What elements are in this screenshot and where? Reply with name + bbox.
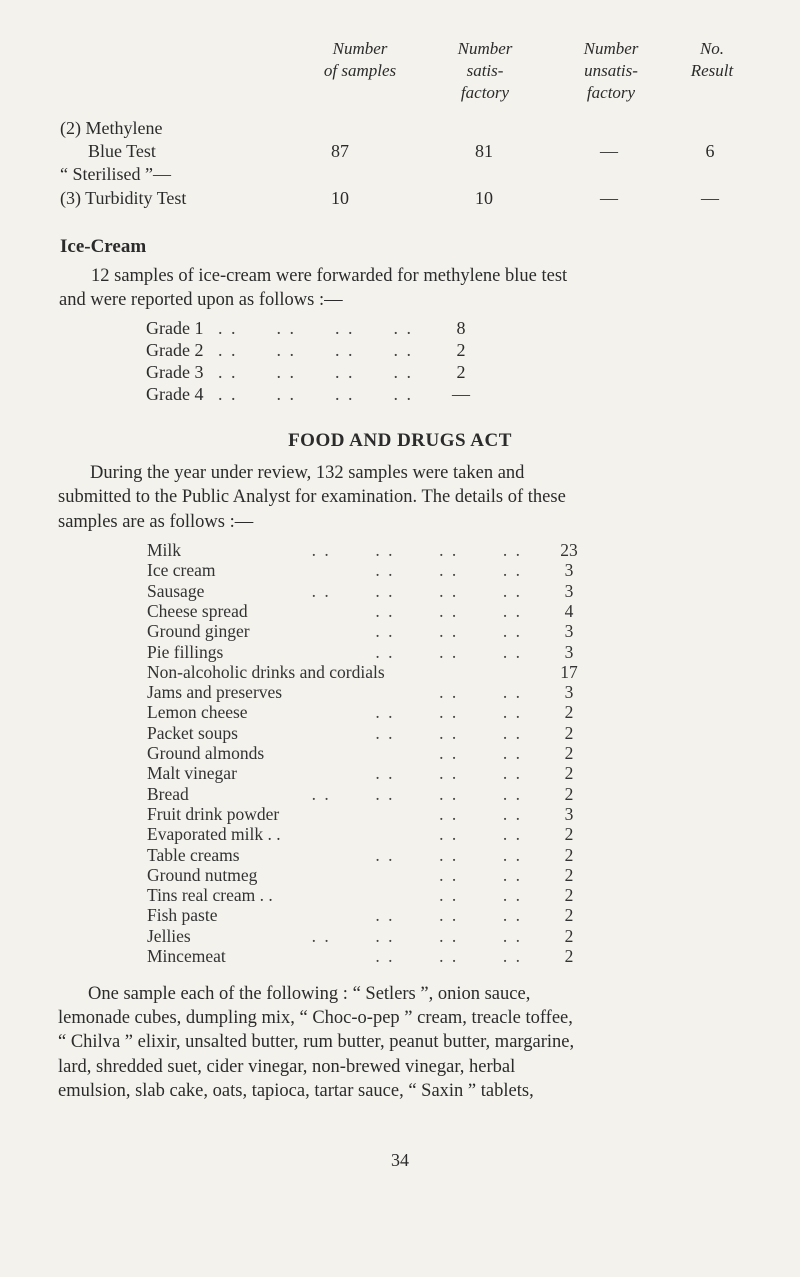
closing-line-5: emulsion, slab cake, oats, tapioca, tartar sauce, “ Saxin ” tablets, <box>58 1081 534 1101</box>
leader-dots: . . . . . . <box>375 600 522 621</box>
row-methylene-label-b: Blue Test <box>88 141 156 161</box>
leader-dots: . . . . . . <box>375 763 522 784</box>
leader-dots: . . . . . . . . <box>311 540 522 560</box>
food-sample-row <box>147 946 587 966</box>
header-line: factory <box>460 83 510 102</box>
food-sample-count: 3 <box>564 803 574 824</box>
food-act-para-line3: samples are as follows :— <box>58 512 254 532</box>
food-sample-label: Non-alcoholic drinks and cordials <box>147 661 385 682</box>
food-sample-label: Sausage <box>147 580 205 601</box>
grade-row <box>146 318 476 339</box>
turbidity-samples: 10 <box>331 188 349 208</box>
food-sample-row <box>147 560 587 580</box>
header-line: No. <box>699 39 725 58</box>
col-header-satisfactory <box>430 38 540 104</box>
grade-value: 2 <box>456 340 466 360</box>
header-line: Number <box>457 39 513 58</box>
leader-dots: . . . . <box>439 885 522 906</box>
header-line: unsatis- <box>584 61 638 80</box>
header-line: Number <box>332 39 388 58</box>
food-sample-label: Mincemeat <box>147 946 226 966</box>
header-line: satis- <box>466 61 504 80</box>
sterilised-label: “ Sterilised ”— <box>60 164 171 184</box>
leader-dots: . . . . . . <box>375 946 522 966</box>
food-sample-label: Tins real cream . . <box>147 885 273 906</box>
ice-cream-para-line1: 12 samples of ice-cream were forwarded for methylene blue test <box>91 266 568 286</box>
leader-dots: . . . . . . <box>375 722 522 743</box>
food-sample-count: 2 <box>564 763 574 784</box>
food-sample-label: Ground ginger <box>147 621 250 642</box>
food-sample-count: 2 <box>564 905 574 926</box>
food-sample-label: Lemon cheese <box>147 702 248 723</box>
header-line: of samples <box>323 61 397 80</box>
food-sample-row <box>147 642 587 662</box>
food-sample-label: Ice cream <box>147 560 216 581</box>
grade-value: — <box>452 384 470 404</box>
food-sample-count: 2 <box>564 925 574 946</box>
header-line: factory <box>586 83 636 102</box>
food-sample-label: Malt vinegar <box>147 763 237 784</box>
grade-label: Grade 1 <box>146 318 204 338</box>
food-sample-count: 3 <box>564 580 574 601</box>
row-methylene-label-a: (2) Methylene <box>60 118 163 138</box>
turbidity-no-result: — <box>701 188 719 208</box>
food-sample-count: 4 <box>564 600 574 621</box>
header-line: Result <box>690 61 734 80</box>
leader-dots: . . . . . . . . <box>218 384 413 404</box>
food-sample-row <box>147 540 587 560</box>
food-act-para-line1: During the year under review, 132 samples were taken and <box>90 463 525 483</box>
food-sample-label: Cheese spread <box>147 600 248 621</box>
food-sample-count: 2 <box>564 702 574 723</box>
grade-row <box>146 340 476 361</box>
food-sample-row <box>147 865 587 885</box>
food-sample-count: 17 <box>560 661 578 682</box>
food-sample-label: Ground nutmeg <box>147 864 258 885</box>
col-header-samples <box>300 38 420 82</box>
food-sample-row <box>147 743 587 763</box>
methylene-satisfactory: 81 <box>475 141 493 161</box>
leader-dots: . . . . <box>439 824 522 845</box>
food-sample-row <box>147 845 587 865</box>
closing-line-4: lard, shredded suet, cider vinegar, non-brewed vinegar, herbal <box>58 1057 516 1077</box>
leader-dots: . . . . . . <box>375 905 522 926</box>
col-header-no-result <box>672 38 752 82</box>
food-sample-count: 2 <box>564 946 574 966</box>
turbidity-satisfactory: 10 <box>475 188 493 208</box>
food-sample-count: 2 <box>564 844 574 865</box>
ice-cream-heading: Ice-Cream <box>60 236 147 257</box>
food-act-heading: FOOD AND DRUGS ACT <box>288 430 512 451</box>
food-sample-label: Fruit drink powder <box>147 803 280 824</box>
grade-label: Grade 4 <box>146 384 204 404</box>
food-sample-count: 23 <box>560 540 578 560</box>
food-sample-row <box>147 804 587 824</box>
food-sample-row <box>147 621 587 641</box>
food-sample-count: 3 <box>564 641 574 662</box>
food-sample-label: Milk <box>147 540 182 560</box>
leader-dots: . . . . . . . . <box>311 580 522 601</box>
food-sample-row <box>147 926 587 946</box>
row-turbidity-label: (3) Turbidity Test <box>60 188 187 208</box>
food-sample-row <box>147 702 587 722</box>
food-sample-row <box>147 581 587 601</box>
food-act-para-line2: submitted to the Public Analyst for examination. The details of these <box>58 487 566 507</box>
food-sample-count: 3 <box>564 621 574 642</box>
leader-dots: . . . . . . . . <box>311 783 522 804</box>
leader-dots: . . . . . . <box>375 702 522 723</box>
food-sample-row <box>147 662 587 682</box>
food-sample-row <box>147 905 587 925</box>
food-sample-count: 2 <box>564 783 574 804</box>
methylene-samples: 87 <box>331 141 349 161</box>
food-sample-count: 2 <box>564 722 574 743</box>
food-sample-label: Jellies <box>147 925 191 946</box>
leader-dots: . . . . <box>439 864 522 885</box>
grade-label: Grade 3 <box>146 362 204 382</box>
grade-value: 2 <box>456 362 466 382</box>
grade-row <box>146 384 476 405</box>
food-sample-label: Ground almonds <box>147 743 265 763</box>
grade-row <box>146 362 476 383</box>
leader-dots: . . . . <box>439 743 522 763</box>
page-number: 34 <box>391 1150 409 1170</box>
leader-dots: . . . . . . <box>375 560 522 581</box>
ice-cream-para-line2: and were reported upon as follows :— <box>59 290 343 310</box>
food-sample-label: Fish paste <box>147 905 218 926</box>
leader-dots: . . . . . . . . <box>218 340 413 360</box>
food-sample-count: 2 <box>564 743 574 763</box>
col-header-unsatisfactory <box>556 38 666 104</box>
food-sample-row <box>147 784 587 804</box>
closing-line-1: One sample each of the following : “ Setlers ”, onion sauce, <box>88 984 531 1004</box>
turbidity-unsatisfactory: — <box>600 188 618 208</box>
food-sample-label: Bread <box>147 783 189 804</box>
methylene-unsatisfactory: — <box>600 141 618 161</box>
methylene-no-result: 6 <box>705 141 715 161</box>
leader-dots: . . . . . . <box>375 641 522 662</box>
food-sample-row <box>147 682 587 702</box>
food-sample-row <box>147 723 587 743</box>
food-sample-row <box>147 824 587 844</box>
food-sample-count: 3 <box>564 682 574 703</box>
food-sample-row <box>147 885 587 905</box>
food-sample-row <box>147 763 587 783</box>
grade-label: Grade 2 <box>146 340 204 360</box>
food-sample-count: 3 <box>564 560 574 581</box>
leader-dots: . . . . <box>439 682 522 703</box>
food-sample-count: 2 <box>564 824 574 845</box>
food-sample-count: 2 <box>564 885 574 906</box>
leader-dots: . . . . . . <box>375 844 522 865</box>
food-sample-label: Packet soups <box>147 722 238 743</box>
closing-line-2: lemonade cubes, dumpling mix, “ Choc-o-pep ” cream, treacle toffee, <box>58 1008 573 1028</box>
grade-value: 8 <box>456 318 466 338</box>
food-sample-row <box>147 601 587 621</box>
food-sample-label: Table creams <box>147 844 240 865</box>
food-sample-label: Evaporated milk . . <box>147 824 281 845</box>
closing-line-3: “ Chilva ” elixir, unsalted butter, rum butter, peanut butter, margarine, <box>58 1032 575 1052</box>
food-sample-count: 2 <box>564 864 574 885</box>
leader-dots: . . . . . . . . <box>218 318 413 338</box>
leader-dots: . . . . . . . . <box>311 925 522 946</box>
food-samples-list <box>0 540 800 970</box>
leader-dots: . . . . <box>439 803 522 824</box>
food-sample-label: Jams and preserves <box>147 682 283 703</box>
leader-dots: . . . . . . <box>375 621 522 642</box>
food-sample-label: Pie fillings <box>147 641 224 662</box>
header-line: Number <box>583 39 639 58</box>
leader-dots: . . . . . . . . <box>218 362 413 382</box>
